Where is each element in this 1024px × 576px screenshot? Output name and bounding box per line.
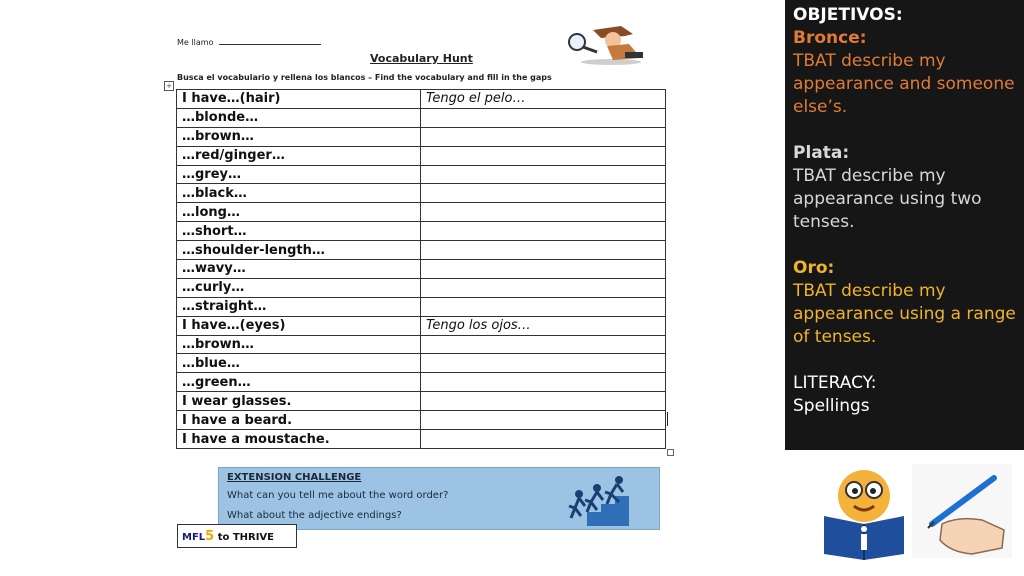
vocab-row: [177, 297, 666, 316]
spanish-cell[interactable]: [421, 203, 666, 222]
spanish-cell[interactable]: [421, 184, 666, 203]
spanish-cell[interactable]: [421, 222, 666, 241]
mfl-logo-thrive: to THRIVE: [217, 532, 275, 543]
gold-text-line: TBAT describe my: [793, 281, 946, 301]
english-cell: I have…(hair): [177, 90, 421, 109]
name-label: Me llamo: [177, 38, 214, 47]
objectives-panel: [785, 0, 1024, 450]
spanish-cell[interactable]: [421, 354, 666, 373]
vocab-row: [177, 354, 666, 373]
spanish-cell[interactable]: [421, 335, 666, 354]
spanish-cell[interactable]: [421, 373, 666, 392]
spanish-cell[interactable]: Tengo los ojos…: [421, 316, 666, 335]
name-line: [177, 36, 321, 47]
english-cell: …shoulder-length…: [177, 241, 421, 260]
mfl-logo-text: [182, 529, 274, 544]
vocab-row: [177, 146, 666, 165]
english-cell: …blonde…: [177, 108, 421, 127]
extension-question-1: What can you tell me about the word order?: [227, 490, 449, 501]
gold-label: Oro:: [793, 258, 835, 278]
spanish-cell[interactable]: [421, 165, 666, 184]
english-cell: I wear glasses.: [177, 392, 421, 411]
worksheet-title: Vocabulary Hunt: [370, 52, 473, 65]
vocab-row: [177, 335, 666, 354]
vocab-row: [177, 165, 666, 184]
silver-text-line: appearance using two: [793, 189, 982, 209]
name-blank[interactable]: [219, 36, 321, 45]
english-cell: …brown…: [177, 127, 421, 146]
spanish-cell[interactable]: [421, 241, 666, 260]
mfl-logo-mfl: MFL: [182, 532, 206, 543]
spanish-cell[interactable]: [421, 430, 666, 449]
vocab-row: [177, 373, 666, 392]
spanish-cell[interactable]: [421, 127, 666, 146]
english-cell: …brown…: [177, 335, 421, 354]
vocab-row: [177, 411, 666, 430]
english-cell: …curly…: [177, 278, 421, 297]
mfl-logo-five: 5: [205, 529, 215, 544]
english-cell: I have a moustache.: [177, 430, 421, 449]
english-cell: …red/ginger…: [177, 146, 421, 165]
bronze-text-line: appearance and someone: [793, 74, 1015, 94]
english-cell: …short…: [177, 222, 421, 241]
vocab-row: [177, 203, 666, 222]
english-cell: …long…: [177, 203, 421, 222]
bronze-text-line: TBAT describe my: [793, 51, 946, 71]
vocab-row: [177, 184, 666, 203]
bronze-label: Bronce:: [793, 28, 867, 48]
vocab-row: [177, 90, 666, 109]
spanish-cell[interactable]: [421, 411, 666, 430]
vocab-row: [177, 392, 666, 411]
objectives-heading: OBJETIVOS:: [793, 5, 903, 25]
spanish-cell[interactable]: [421, 108, 666, 127]
vocab-row: [177, 222, 666, 241]
table-resize-handle[interactable]: [667, 449, 674, 456]
mfl-5-to-thrive-logo: [177, 524, 297, 548]
english-cell: …wavy…: [177, 260, 421, 279]
extension-title: EXTENSION CHALLENGE: [227, 472, 362, 483]
climbing-steps-icon: [567, 472, 631, 526]
bronze-text-line: else’s.: [793, 97, 848, 117]
hand-writing-icon: [912, 464, 1012, 558]
extension-question-2: What about the adjective endings?: [227, 510, 402, 521]
spanish-cell[interactable]: [421, 146, 666, 165]
vocabulary-table: [176, 89, 666, 449]
spanish-cell[interactable]: [421, 260, 666, 279]
vocab-row: [177, 241, 666, 260]
worksheet-instructions: Busca el vocabulario y rellena los blancos – Find the vocabulary and fill in the gaps: [177, 73, 552, 82]
vocab-row: [177, 278, 666, 297]
english-cell: …black…: [177, 184, 421, 203]
english-cell: I have…(eyes): [177, 316, 421, 335]
spanish-cell[interactable]: [421, 392, 666, 411]
literacy-text: Spellings: [793, 396, 870, 416]
extension-challenge-box: [218, 467, 660, 530]
english-cell: …grey…: [177, 165, 421, 184]
english-cell: …straight…: [177, 297, 421, 316]
english-cell: …blue…: [177, 354, 421, 373]
table-move-handle[interactable]: +: [164, 81, 174, 91]
silver-label: Plata:: [793, 143, 850, 163]
spanish-cell[interactable]: Tengo el pelo…: [421, 90, 666, 109]
literacy-label: LITERACY:: [793, 373, 877, 393]
gold-text-line: of tenses.: [793, 327, 877, 347]
english-cell: …green…: [177, 373, 421, 392]
silver-text-line: TBAT describe my: [793, 166, 946, 186]
vocab-row: [177, 108, 666, 127]
vocab-row: [177, 127, 666, 146]
silver-text-line: tenses.: [793, 212, 855, 232]
gold-text-line: appearance using a range: [793, 304, 1016, 324]
english-cell: I have a beard.: [177, 411, 421, 430]
text-cursor: [667, 412, 668, 426]
vocab-row: [177, 316, 666, 335]
reading-book-icon: [820, 466, 908, 560]
vocab-row: [177, 260, 666, 279]
spanish-cell[interactable]: [421, 297, 666, 316]
detective-illustration: [563, 22, 653, 66]
vocab-row: [177, 430, 666, 449]
spanish-cell[interactable]: [421, 278, 666, 297]
